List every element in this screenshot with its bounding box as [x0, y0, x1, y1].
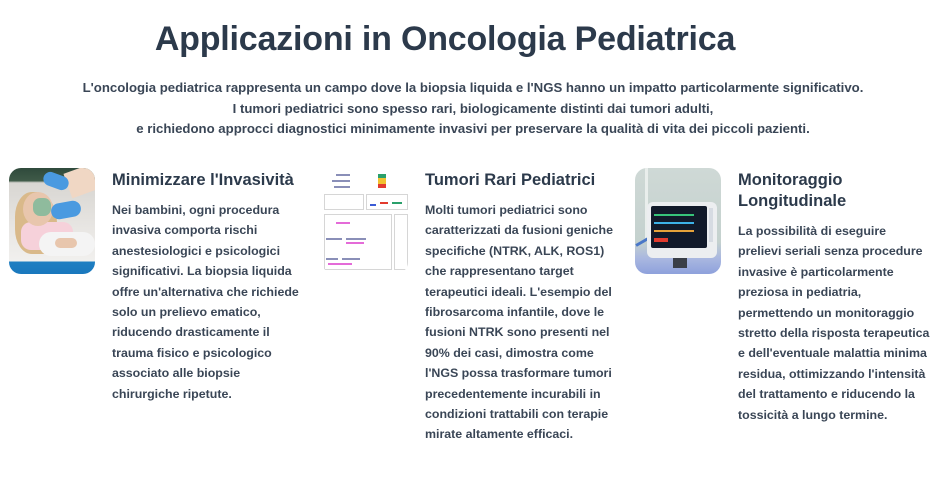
text-line: La possibilità di eseguire [738, 224, 887, 238]
patient-monitor-image [635, 168, 721, 274]
card-body [425, 168, 630, 445]
text-line: prelievi seriali senza procedure [738, 244, 923, 259]
text-line: mirate altamente efficaci. [425, 427, 574, 442]
text-line: fibrosarcoma infantile, dove le [425, 305, 605, 320]
intro-line: e richiedono approcci diagnostici minimamente invasivi per preservare la qualità di vita dei piccoli pazienti. [136, 121, 810, 136]
text-line: anestesiologici e psicologici [112, 243, 281, 258]
title-line: Longitudinale [738, 192, 847, 210]
text-line: caratterizzati da fusioni geniche [425, 223, 613, 238]
text-line: preziosa in pediatria, [738, 285, 862, 300]
text-line: solo un prelievo ematico, [112, 305, 261, 320]
text-line: invasiva comporta rischi [112, 223, 258, 238]
text-line: associato alle biopsie [112, 366, 241, 381]
text-line: stretto della risposta terapeutica [738, 326, 930, 341]
card-text [738, 221, 946, 425]
text-line: fusioni NTRK sono presenti nel [425, 325, 610, 340]
text-line: 90% dei casi, dimostra come [425, 345, 594, 360]
text-line: tossicità a lungo termine. [738, 407, 888, 422]
gene-fusion-diagram-image [322, 168, 408, 274]
intro-line: L'oncologia pediatrica rappresenta un campo dove la biopsia liquida e l'NGS hanno un impatto particolarmente significativo. [82, 80, 864, 95]
text-line: chirurgiche ripetute. [112, 386, 232, 401]
text-line: riducendo drasticamente il [112, 325, 270, 340]
child-with-oxygen-mask-image [9, 168, 95, 274]
text-line: che rappresentano target [425, 264, 574, 279]
card-text [425, 200, 630, 445]
text-line: terapeutici ideali. L'esempio del [425, 284, 612, 299]
title-line: Monitoraggio [738, 171, 843, 189]
card-body [738, 168, 946, 425]
text-line: invasive è particolarmente [738, 264, 894, 279]
intro-paragraph [0, 78, 946, 140]
text-line: specifiche (NTRK, ALK, ROS1) [425, 243, 605, 258]
text-line: trauma fisico e psicologico [112, 345, 272, 360]
text-line: condizioni trattabili con terapie [425, 407, 609, 422]
card-body [112, 168, 312, 404]
text-line: precedentemente incurabili in [425, 386, 601, 401]
card-title: Tumori Rari Pediatrici [425, 171, 596, 189]
text-line: e dell'eventuale malattia minima [738, 346, 927, 361]
card-text [112, 200, 312, 404]
text-line: residua, ottimizzando l'intensità [738, 366, 926, 381]
text-line: del trattamento e riducendo la [738, 387, 915, 402]
card-title [738, 170, 946, 212]
text-line: permettendo un monitoraggio [738, 305, 915, 320]
intro-line: I tumori pediatrici sono spesso rari, biologicamente distinti dai tumori adulti, [232, 100, 714, 116]
text-line: l'NGS possa trasformare tumori [425, 366, 612, 381]
card-title: Minimizzare l'Invasività [112, 171, 294, 189]
page-title: Applicazioni in Oncologia Pediatrica [154, 20, 736, 58]
text-line: Molti tumori pediatrici sono [425, 203, 588, 217]
text-line: significativi. La biopsia liquida [112, 264, 292, 279]
text-line: Nei bambini, ogni procedura [112, 203, 280, 217]
text-line: offre un'alternativa che richiede [112, 284, 299, 299]
